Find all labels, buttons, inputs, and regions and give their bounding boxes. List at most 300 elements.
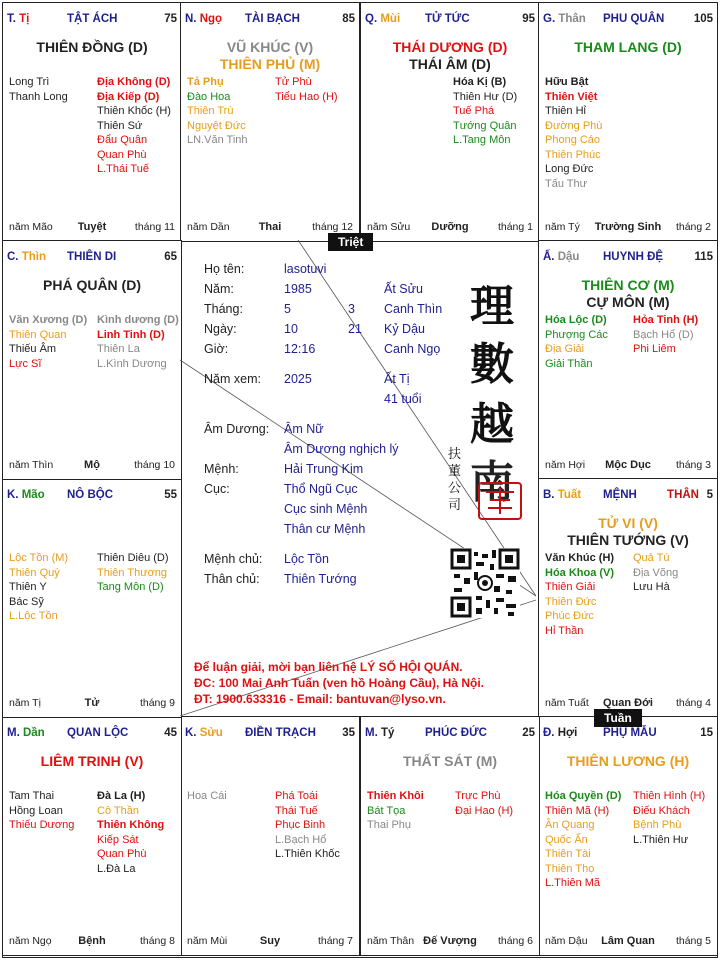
value-cuc-3: Thân cư Mệnh: [284, 522, 366, 536]
minor-star: Bệnh Phù: [633, 819, 682, 831]
palace-year: năm Mùi: [187, 935, 228, 947]
palace-can-chi: [543, 727, 577, 739]
value-ngay-am: 21: [348, 322, 362, 336]
minor-star: L.Đà La: [97, 862, 136, 875]
minor-star: L.Thiên Hư: [633, 833, 689, 846]
value-ngay-canchi: Kỷ Dậu: [384, 322, 425, 336]
label-thang: Tháng:: [204, 302, 243, 316]
palace-year: năm Thìn: [9, 459, 54, 471]
minor-stars-left: [187, 789, 227, 804]
palace-year: năm Thân: [367, 935, 415, 947]
palace-can: T.: [7, 13, 16, 25]
contact-line-3: ĐT: 1900.633316 - Email: bantuvan@lyso.vn.: [194, 692, 446, 706]
minor-star: Phúc Đức: [545, 610, 594, 622]
minor-stars-right: [97, 551, 169, 595]
palace-truong-sinh: Bệnh: [78, 935, 106, 947]
minor-star: Thiên Khốc (H): [97, 105, 171, 117]
minor-star: Thiên Hỉ: [545, 105, 586, 117]
minor-star: Đào Hoa: [187, 90, 231, 103]
palace-can: B.: [543, 489, 555, 501]
palace-truong-sinh: Quan Đới: [603, 697, 653, 709]
minor-stars-left: [367, 789, 424, 833]
palace-can-chi: [7, 727, 45, 739]
palace-year: năm Mão: [9, 221, 53, 233]
palace-header: [543, 727, 713, 743]
calligraphy-char-1: 理: [470, 281, 514, 332]
minor-star: Thiên Quý: [9, 566, 60, 579]
value-cuc-2: Cục sinh Mệnh: [284, 502, 368, 516]
minor-stars-right: [453, 75, 517, 148]
palace-year: năm Ngọ: [9, 935, 52, 947]
palace-chi: Mùi: [380, 13, 401, 25]
major-star: THẤT SÁT (M): [402, 753, 498, 769]
qr-code-icon[interactable]: [450, 548, 520, 618]
palace-chi: Thân: [558, 13, 586, 25]
palace-name: HUYNH ĐỆ: [603, 251, 664, 263]
palace-name: TẬT ÁCH: [67, 13, 118, 25]
palace-number: 65: [164, 251, 177, 263]
minor-star: Lộc Tồn (M): [9, 552, 69, 564]
palace-number: 105: [693, 13, 713, 25]
palace-month: tháng 10: [134, 459, 175, 471]
minor-stars-right: [275, 75, 338, 104]
minor-star: Thiên Việt: [545, 90, 598, 103]
minor-star: Đà La (H): [97, 790, 146, 802]
minor-star: Thiên La: [97, 343, 140, 355]
palace-footer: [9, 221, 175, 235]
palace-chi: Tuất: [557, 489, 582, 501]
minor-star: Quan Phù: [97, 148, 147, 161]
palace-can: K.: [185, 727, 197, 739]
palace-name: PHÚC ĐỨC: [425, 727, 487, 739]
palace-name: PHỤ MẪU: [603, 727, 657, 739]
minor-stars-left: [9, 313, 87, 371]
minor-star: Tiểu Hao (H): [275, 90, 338, 103]
value-thang: 5: [284, 302, 291, 316]
label-gio: Giờ:: [204, 342, 229, 356]
palace-footer: [545, 459, 711, 473]
palace-can: C.: [7, 251, 19, 263]
palace-footer: [9, 459, 175, 473]
palace-name: NÔ BỘC: [67, 489, 113, 501]
major-star: LIÊM TRINH (V): [40, 753, 144, 769]
minor-star: Thiên Sứ: [97, 119, 143, 132]
minor-star: Đại Hao (H): [455, 804, 514, 817]
palace-header: [7, 727, 177, 743]
value-thang-am: 3: [348, 302, 355, 316]
palace-can: N.: [185, 13, 197, 25]
palace-number: 25: [522, 727, 535, 739]
minor-star: Quốc Ấn: [545, 833, 588, 846]
palace-year: năm Dần: [187, 221, 230, 233]
palace-can: K.: [7, 489, 19, 501]
minor-star: Thiên Đức: [545, 595, 597, 608]
palace-suu[interactable]: [180, 716, 360, 956]
palace-year: năm Tuất: [545, 697, 589, 709]
center-info-panel: [180, 240, 536, 716]
seal-side-text: 扶董公司: [448, 447, 462, 513]
label-menh: Mệnh:: [204, 462, 239, 476]
palace-can-chi: [185, 727, 223, 739]
palace-month: tháng 1: [497, 221, 533, 233]
minor-star: Cô Thần: [97, 804, 139, 817]
minor-star: Thiên Khôi: [367, 790, 424, 802]
minor-star: Thiên Y: [9, 581, 47, 593]
minor-star: Đẩu Quân: [97, 134, 148, 146]
minor-star: Tử Phù: [275, 76, 312, 88]
minor-star: L.Tang Môn: [453, 134, 511, 146]
palace-name: PHU QUÂN: [603, 13, 665, 25]
minor-star: Kình dương (D): [97, 314, 179, 326]
major-stars: [539, 277, 717, 311]
palace-dau[interactable]: [538, 240, 718, 480]
minor-star: Văn Khúc (H): [545, 552, 615, 564]
palace-month: tháng 2: [675, 221, 711, 233]
major-stars: [539, 753, 717, 770]
palace-thin[interactable]: [2, 240, 182, 480]
contact-line-1: Để luận giải, mời bạn liên hệ LÝ SỐ HỘI QUÁN.: [194, 660, 463, 674]
palace-dan[interactable]: [2, 716, 182, 956]
palace-truong-sinh: Lâm Quan: [601, 935, 655, 947]
major-stars: [181, 39, 359, 73]
palace-chi: Hợi: [557, 727, 578, 739]
palace-month: tháng 3: [675, 459, 711, 471]
palace-can-chi: [7, 251, 46, 263]
value-nam-xem-canchi: Ất Tị: [384, 372, 410, 386]
palace-name: TỬ TỨC: [425, 13, 470, 25]
minor-star: Hồng Loan: [9, 804, 63, 817]
minor-star: Tang Môn (D): [97, 581, 164, 593]
major-star: VŨ KHÚC (V): [226, 39, 314, 55]
major-stars: [539, 39, 717, 56]
minor-stars-right: [633, 551, 678, 595]
major-star: PHÁ QUÂN (D): [43, 277, 141, 293]
minor-star: LN.Văn Tinh: [187, 134, 248, 146]
palace-chi: Mão: [21, 489, 45, 501]
palace-header: [543, 251, 713, 267]
major-stars: [361, 753, 539, 770]
palace-ti[interactable]: [2, 2, 182, 242]
than-marker: THÂN: [667, 489, 699, 501]
palace-can: M.: [7, 727, 20, 739]
palace-footer: [9, 935, 175, 949]
minor-stars-right: [455, 789, 513, 818]
label-am-duong: Âm Dương:: [204, 422, 270, 436]
minor-star: Bạch Hổ (D): [633, 328, 694, 341]
palace-name: MỆNH: [603, 489, 637, 501]
palace-month: tháng 5: [675, 935, 711, 947]
palace-can-chi: [7, 489, 45, 501]
minor-star: Thiên Mã (H): [545, 804, 610, 817]
minor-star: Thiên Hư (D): [453, 90, 518, 103]
palace-header: [185, 727, 355, 743]
palace-truong-sinh: Tử: [84, 697, 100, 709]
minor-star: Hỏa Tinh (H): [633, 314, 699, 326]
minor-stars-left: [9, 75, 68, 104]
palace-number: 35: [342, 727, 355, 739]
value-than-chu: Thiên Tướng: [284, 572, 357, 586]
palace-year: năm Tý: [545, 221, 580, 233]
palace-year: năm Sửu: [367, 221, 411, 233]
value-thang-canchi: Canh Thìn: [384, 302, 443, 316]
triet-badge: Triệt: [328, 233, 373, 251]
major-stars: [539, 515, 717, 549]
minor-star: Phá Toái: [275, 790, 318, 802]
palace-number: 75: [164, 13, 177, 25]
minor-stars-right: [633, 313, 698, 357]
palace-chi: Dần: [22, 727, 45, 739]
palace-can: G.: [543, 13, 556, 25]
palace-mao[interactable]: [2, 478, 182, 718]
palace-can-chi: [365, 727, 394, 739]
minor-star: Kiếp Sát: [97, 833, 139, 846]
minor-star: Phong Cáo: [545, 134, 601, 146]
label-ho-ten: Họ tên:: [204, 262, 245, 276]
major-star: THIÊN LƯƠNG (H): [566, 753, 690, 769]
minor-star: Điếu Khách: [633, 804, 690, 817]
minor-star: Địa Kiếp (D): [97, 90, 160, 103]
palace-can: Q.: [365, 13, 378, 25]
palace-header: [7, 489, 177, 505]
major-star: THIÊN ĐỒNG (D): [36, 39, 148, 55]
minor-stars-left: [187, 75, 248, 148]
value-menh-chu: Lộc Tồn: [284, 552, 329, 566]
palace-chi: Ngọ: [199, 13, 223, 25]
minor-stars-right: [633, 789, 705, 847]
major-star: THÁI ÂM (D): [409, 56, 491, 72]
minor-star: Long Đức: [545, 163, 594, 175]
value-menh: Hải Trung Kim: [284, 462, 364, 476]
minor-star: Phục Binh: [275, 819, 326, 831]
palace-truong-sinh: Mộ: [84, 459, 100, 471]
palace-month: tháng 12: [312, 221, 353, 233]
palace-can-chi: [7, 13, 29, 25]
minor-star: Hóa Khoa (V): [545, 566, 615, 579]
minor-stars-left: [545, 75, 602, 191]
minor-star: Thiếu Dương: [9, 819, 75, 831]
major-star: THÁI DƯƠNG (D): [392, 39, 508, 55]
minor-star: Thiên Không: [97, 819, 165, 831]
minor-star: L.Kình Dương: [97, 357, 167, 370]
minor-star: Địa Giải: [545, 343, 585, 355]
palace-number: 45: [164, 727, 177, 739]
palace-month: tháng 9: [139, 697, 175, 709]
major-star: TỬ VI (V): [598, 515, 658, 531]
palace-chi: Dậu: [557, 251, 580, 263]
minor-stars-right: [97, 789, 164, 876]
palace-year: năm Dậu: [545, 935, 588, 947]
major-star: THAM LANG (D): [574, 39, 682, 55]
palace-number: 115: [694, 251, 713, 263]
palace-chi: Tị: [19, 13, 30, 25]
palace-month: tháng 8: [139, 935, 175, 947]
major-stars: [3, 753, 181, 770]
major-star: THIÊN CƠ (M): [581, 277, 675, 293]
value-nam-xem: 2025: [284, 372, 312, 386]
palace-can-chi: [543, 489, 581, 501]
major-stars: [361, 39, 539, 73]
minor-star: Hữu Bật: [545, 76, 589, 88]
palace-number: 85: [342, 13, 355, 25]
palace-header: [7, 251, 177, 267]
palace-mui[interactable]: [360, 2, 540, 242]
value-cuc: Thổ Ngũ Cục: [284, 482, 358, 496]
minor-star: Thai Phụ: [367, 819, 412, 831]
value-age: 41 tuổi: [384, 392, 422, 406]
major-stars: [3, 277, 181, 294]
palace-number: 55: [164, 489, 177, 501]
minor-star: Phượng Các: [545, 328, 608, 341]
minor-star: Bác Sỹ: [9, 595, 44, 608]
major-star: CỰ MÔN (M): [586, 294, 670, 310]
value-ho-ten: lasotuvi: [284, 262, 327, 276]
palace-truong-sinh: Tuyệt: [77, 221, 107, 233]
palace-can: M.: [365, 727, 378, 739]
red-seal-icon: [478, 482, 522, 520]
minor-star: Thiếu Âm: [9, 343, 57, 355]
palace-month: tháng 11: [134, 221, 175, 233]
palace-footer: [9, 697, 175, 711]
palace-than_p[interactable]: [538, 2, 718, 242]
palace-tuat[interactable]: [538, 478, 718, 718]
minor-star: Bát Tọa: [367, 804, 406, 817]
palace-month: tháng 7: [317, 935, 353, 947]
major-star: THIÊN TƯỚNG (V): [567, 532, 689, 548]
palace-truong-sinh: Trường Sinh: [594, 221, 662, 233]
minor-star: Thiên Trù: [187, 105, 234, 117]
value-nam: 1985: [284, 282, 312, 296]
value-am-duong-2: Âm Dương nghịch lý: [284, 442, 399, 456]
value-gio: 12:16: [284, 342, 316, 356]
palace-hoi[interactable]: [538, 716, 718, 956]
contact-line-2: ĐC: 100 Mai Anh Tuấn (ven hồ Hoàng Cầu), Hà Nội.: [194, 676, 485, 690]
minor-star: Văn Xương (D): [9, 314, 88, 326]
palace-ty[interactable]: [360, 716, 540, 956]
palace-year: năm Tị: [9, 697, 41, 709]
minor-star: L.Thiên Khốc: [275, 848, 340, 860]
palace-footer: [545, 221, 711, 235]
palace-header: [365, 13, 535, 29]
minor-star: Tam Thai: [9, 790, 55, 802]
palace-header: [543, 13, 713, 29]
palace-number: 95: [522, 13, 535, 25]
minor-star: Thanh Long: [9, 90, 68, 103]
minor-star: Phi Liêm: [633, 343, 676, 355]
palace-year: năm Hợi: [545, 459, 586, 471]
minor-star: Thiên Hình (H): [633, 790, 706, 802]
palace-can-chi: [185, 13, 222, 25]
palace-name: THIÊN DI: [67, 251, 117, 263]
minor-star: Giải Thần: [545, 357, 593, 370]
palace-name: ĐIỀN TRẠCH: [245, 727, 316, 739]
label-than-chu: Thân chủ:: [204, 572, 260, 586]
palace-chi: Tý: [380, 727, 395, 739]
minor-star: Hóa Lộc (D): [545, 314, 607, 326]
minor-star: L.Bạch Hổ: [275, 833, 327, 846]
palace-truong-sinh: Thai: [258, 221, 282, 233]
minor-star: Lực Sĩ: [9, 357, 42, 370]
minor-star: Quan Phù: [97, 848, 147, 860]
palace-footer: [367, 935, 533, 949]
palace-header: [185, 13, 355, 29]
minor-star: Địa Võng: [633, 566, 679, 579]
minor-star: Tả Phụ: [187, 76, 224, 88]
minor-star: L.Thái Tuế: [97, 163, 149, 175]
palace-number: 15: [700, 727, 713, 739]
palace-name: QUAN LỘC: [67, 727, 129, 739]
minor-star: Quả Tú: [633, 552, 670, 564]
minor-star: Thiên Phúc: [545, 148, 601, 161]
minor-stars-right: [275, 789, 340, 862]
palace-month: tháng 4: [675, 697, 711, 709]
minor-star: Hoa Cái: [187, 790, 227, 802]
palace-can: Đ.: [543, 727, 555, 739]
minor-star: Lưu Hà: [633, 581, 670, 593]
palace-header: [543, 489, 713, 505]
palace-name: TÀI BẠCH: [245, 13, 300, 25]
calligraphy-char-2: 數: [470, 339, 514, 390]
minor-stars-left: [9, 789, 74, 833]
minor-star: Thiên Tài: [545, 848, 591, 860]
minor-star: Thiên Thương: [97, 566, 168, 579]
palace-truong-sinh: Dưỡng: [431, 221, 469, 233]
palace-footer: [545, 935, 711, 949]
minor-stars-left: [9, 551, 68, 624]
major-star: THIÊN PHỦ (M): [219, 56, 321, 72]
palace-truong-sinh: Đế Vượng: [423, 935, 477, 947]
minor-star: Trực Phù: [455, 790, 501, 802]
palace-footer: [367, 221, 533, 235]
palace-chi: Sửu: [199, 727, 223, 739]
palace-month: tháng 6: [497, 935, 533, 947]
minor-star: L.Lộc Tồn: [9, 610, 58, 622]
calligraphy-char-4: 南: [470, 457, 514, 508]
palace-number: 5: [706, 489, 713, 501]
minor-star: L.Thiên Mã: [545, 877, 601, 889]
minor-star: Thiên Thọ: [545, 862, 595, 875]
label-ngay: Ngày:: [204, 322, 237, 336]
tuan-badge: Tuần: [594, 709, 642, 727]
label-menh-chu: Mệnh chủ:: [204, 552, 263, 566]
palace-ngo[interactable]: [180, 2, 360, 242]
palace-truong-sinh: Mộc Dục: [605, 459, 651, 471]
palace-can: Ấ.: [543, 251, 555, 263]
minor-star: Thái Tuế: [275, 804, 318, 817]
minor-star: Tấu Thư: [545, 177, 588, 190]
value-gio-canchi: Canh Ngọ: [384, 342, 441, 356]
palace-footer: [187, 935, 353, 949]
label-nam: Năm:: [204, 282, 234, 296]
palace-chi: Thìn: [21, 251, 46, 263]
minor-star: Thiên Quan: [9, 328, 67, 341]
minor-star: Đường Phù: [545, 119, 603, 132]
palace-can-chi: [365, 13, 400, 25]
minor-star: Long Trì: [9, 76, 50, 88]
label-nam-xem: Năm xem:: [204, 372, 261, 386]
minor-star: Địa Không (D): [97, 76, 171, 88]
minor-stars-left: [545, 789, 621, 891]
minor-star: Tuế Phá: [453, 105, 495, 117]
minor-star: Hóa Kị (B): [453, 76, 507, 88]
palace-header: [365, 727, 535, 743]
minor-stars-left: [545, 551, 614, 638]
palace-header: [7, 13, 177, 29]
minor-stars-left: [545, 313, 608, 371]
minor-star: Nguyệt Đức: [187, 119, 246, 132]
major-stars: [3, 39, 181, 56]
minor-star: Hóa Quyền (D): [545, 790, 622, 802]
minor-star: Ân Quang: [545, 819, 595, 831]
